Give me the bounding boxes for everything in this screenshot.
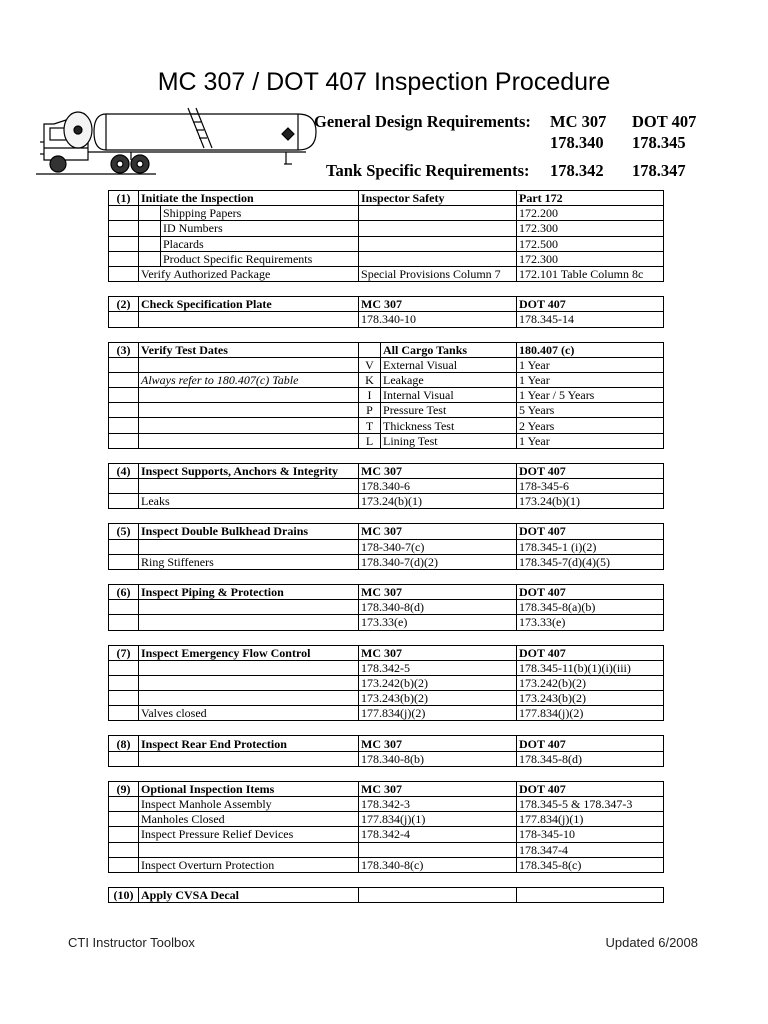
- section-number: (10): [109, 887, 139, 902]
- col2-value: External Visual: [381, 357, 517, 372]
- indent-cell: [139, 206, 161, 221]
- number-cell: [109, 615, 139, 630]
- col2-value: [359, 221, 517, 236]
- tanker-truck-illustration: [36, 102, 336, 182]
- table-row: [109, 812, 664, 827]
- col2-value: 178.342-5: [359, 660, 517, 675]
- section-col2-header: MC 307: [359, 524, 517, 539]
- section-col3-header: DOT 407: [517, 645, 664, 660]
- tank-mc-ref: 178.342: [550, 161, 604, 180]
- number-cell: [109, 660, 139, 675]
- number-cell: [109, 312, 139, 327]
- section-spacer: [109, 872, 664, 887]
- table-row: [109, 691, 664, 706]
- section-header-row: [109, 645, 664, 660]
- section-col3-header: DOT 407: [517, 781, 664, 796]
- number-cell: [109, 600, 139, 615]
- section-header-row: [109, 191, 664, 206]
- test-letter: P: [359, 403, 381, 418]
- general-mc-label: MC 307: [550, 112, 607, 131]
- table-row: [109, 418, 664, 433]
- item-label: [139, 842, 359, 857]
- col2-value: 178.340-6: [359, 479, 517, 494]
- table-row: [109, 675, 664, 690]
- number-cell: [109, 691, 139, 706]
- test-letter: V: [359, 357, 381, 372]
- tank-specific-label: Tank Specific Requirements:: [326, 161, 530, 180]
- test-letter: I: [359, 388, 381, 403]
- section-col2-header: [359, 887, 517, 902]
- col2-value: 173.33(e): [359, 615, 517, 630]
- section-title: Inspect Rear End Protection: [139, 736, 359, 751]
- col3-value: 172.200: [517, 206, 664, 221]
- indent-cell: [139, 251, 161, 266]
- col2-value: [359, 842, 517, 857]
- item-label: [139, 600, 359, 615]
- table-row: [109, 403, 664, 418]
- section-col3-header: [517, 887, 664, 902]
- section-header-row: [109, 781, 664, 796]
- number-cell: [109, 554, 139, 569]
- table-row: [109, 266, 664, 281]
- section-col2-header: MC 307: [359, 297, 517, 312]
- col3-value: 178.345-1 (i)(2): [517, 539, 664, 554]
- col3-value: 173.24(b)(1): [517, 494, 664, 509]
- col3-value: 1 Year / 5 Years: [517, 388, 664, 403]
- number-cell: [109, 221, 139, 236]
- section-col3-header: DOT 407: [517, 463, 664, 478]
- col3-value: 1 Year: [517, 433, 664, 448]
- col2-value: Thickness Test: [381, 418, 517, 433]
- section-header-row: [109, 524, 664, 539]
- section-spacer: [109, 721, 664, 736]
- section-number: (2): [109, 297, 139, 312]
- section-title: Inspect Double Bulkhead Drains: [139, 524, 359, 539]
- section-col3-header: DOT 407: [517, 297, 664, 312]
- table-row: [109, 660, 664, 675]
- col2-value: Lining Test: [381, 433, 517, 448]
- number-cell: [109, 675, 139, 690]
- section-title: Inspect Piping & Protection: [139, 584, 359, 599]
- item-label: [139, 691, 359, 706]
- col3-value: 177.834(j)(1): [517, 812, 664, 827]
- col3-value: 178.345-11(b)(1)(i)(iii): [517, 660, 664, 675]
- section-spacer: [109, 448, 664, 463]
- col2-value: 178-340-7(c): [359, 539, 517, 554]
- section-title: Apply CVSA Decal: [139, 887, 359, 902]
- section-col2-header: MC 307: [359, 645, 517, 660]
- col3-value: 1 Year: [517, 357, 664, 372]
- col3-value: 2 Years: [517, 418, 664, 433]
- col3-value: 178.345-5 & 178.347-3: [517, 797, 664, 812]
- number-cell: [109, 357, 139, 372]
- col3-value: 178.345-8(d): [517, 751, 664, 766]
- section-title: Check Specification Plate: [139, 297, 359, 312]
- table-row: [109, 857, 664, 872]
- col3-value: 173.33(e): [517, 615, 664, 630]
- item-label: [139, 357, 359, 372]
- general-design-label: General Design Requirements:: [314, 112, 531, 131]
- general-mc-ref: 178.340: [550, 133, 604, 152]
- col2-value: 177.834(j)(1): [359, 812, 517, 827]
- table-row: [109, 797, 664, 812]
- item-label: [139, 418, 359, 433]
- table-row: [109, 600, 664, 615]
- col2-value: 178.340-8(b): [359, 751, 517, 766]
- section-number: (7): [109, 645, 139, 660]
- section-spacer: [109, 630, 664, 645]
- section-col3-header: Part 172: [517, 191, 664, 206]
- section-number: (8): [109, 736, 139, 751]
- table-row: [109, 479, 664, 494]
- table-row: [109, 827, 664, 842]
- item-label: [139, 539, 359, 554]
- section-col2-header: MC 307: [359, 736, 517, 751]
- item-label: Always refer to 180.407(c) Table: [139, 372, 359, 387]
- footer-left: CTI Instructor Toolbox: [68, 935, 195, 950]
- section-number: (4): [109, 463, 139, 478]
- number-cell: [109, 539, 139, 554]
- letter-cell: [359, 342, 381, 357]
- item-label: Inspect Pressure Relief Devices: [139, 827, 359, 842]
- col3-value: 177.834(j)(2): [517, 706, 664, 721]
- col3-value: 5 Years: [517, 403, 664, 418]
- section-number: (5): [109, 524, 139, 539]
- col3-value: 172.500: [517, 236, 664, 251]
- item-label: [139, 751, 359, 766]
- table-row: [109, 494, 664, 509]
- number-cell: [109, 236, 139, 251]
- tank-dot-ref: 178.347: [632, 161, 686, 180]
- number-cell: [109, 842, 139, 857]
- general-dot-ref: 178.345: [632, 133, 686, 152]
- col3-value: 178.345-8(a)(b): [517, 600, 664, 615]
- col2-value: 178.340-7(d)(2): [359, 554, 517, 569]
- col3-value: 172.300: [517, 221, 664, 236]
- col2-value: Pressure Test: [381, 403, 517, 418]
- table-row: [109, 312, 664, 327]
- number-cell: [109, 797, 139, 812]
- col3-value: 172.300: [517, 251, 664, 266]
- section-header-row: [109, 297, 664, 312]
- table-row: [109, 539, 664, 554]
- section-title: Inspect Emergency Flow Control: [139, 645, 359, 660]
- col2-value: Leakage: [381, 372, 517, 387]
- number-cell: [109, 388, 139, 403]
- number-cell: [109, 494, 139, 509]
- sub-item-label: Placards: [161, 236, 359, 251]
- section-header-row: [109, 463, 664, 478]
- table-row: [109, 388, 664, 403]
- test-letter: L: [359, 433, 381, 448]
- table-row: [109, 206, 664, 221]
- table-row: [109, 357, 664, 372]
- section-spacer: [109, 282, 664, 297]
- section-number: (3): [109, 342, 139, 357]
- col2-value: 178.340-10: [359, 312, 517, 327]
- number-cell: [109, 479, 139, 494]
- section-spacer: [109, 766, 664, 781]
- col2-value: 178.342-4: [359, 827, 517, 842]
- footer-right: Updated 6/2008: [605, 935, 698, 950]
- col2-value: 178.340-8(c): [359, 857, 517, 872]
- section-number: (9): [109, 781, 139, 796]
- inspection-table: [108, 190, 664, 903]
- number-cell: [109, 812, 139, 827]
- table-row: [109, 751, 664, 766]
- col3-value: 173.243(b)(2): [517, 691, 664, 706]
- section-col2-header: MC 307: [359, 584, 517, 599]
- section-spacer: [109, 509, 664, 524]
- table-row: [109, 433, 664, 448]
- item-label: Valves closed: [139, 706, 359, 721]
- item-label: [139, 403, 359, 418]
- section-header-row: [109, 584, 664, 599]
- table-row: [109, 615, 664, 630]
- col3-value: 178-345-10: [517, 827, 664, 842]
- section-title: Optional Inspection Items: [139, 781, 359, 796]
- section-col2-header: All Cargo Tanks: [381, 342, 517, 357]
- section-spacer: [109, 327, 664, 342]
- table-row: [109, 251, 664, 266]
- section-header-row: [109, 342, 664, 357]
- col3-value: 172.101 Table Column 8c: [517, 266, 664, 281]
- col3-value: 178.345-14: [517, 312, 664, 327]
- number-cell: [109, 827, 139, 842]
- item-label: Manholes Closed: [139, 812, 359, 827]
- col2-value: 178.340-8(d): [359, 600, 517, 615]
- item-label: Verify Authorized Package: [139, 266, 359, 281]
- col2-value: 177.834(j)(2): [359, 706, 517, 721]
- col3-value: 178.347-4: [517, 842, 664, 857]
- item-label: [139, 479, 359, 494]
- col2-value: [359, 251, 517, 266]
- indent-cell: [139, 221, 161, 236]
- sub-item-label: Product Specific Requirements: [161, 251, 359, 266]
- col3-value: 178-345-6: [517, 479, 664, 494]
- table-row: [109, 372, 664, 387]
- number-cell: [109, 433, 139, 448]
- number-cell: [109, 418, 139, 433]
- sub-item-label: ID Numbers: [161, 221, 359, 236]
- item-label: Inspect Overturn Protection: [139, 857, 359, 872]
- number-cell: [109, 266, 139, 281]
- general-dot-label: DOT 407: [632, 112, 697, 131]
- section-col2-header: Inspector Safety: [359, 191, 517, 206]
- sub-item-label: Shipping Papers: [161, 206, 359, 221]
- test-letter: K: [359, 372, 381, 387]
- table-row: [109, 842, 664, 857]
- table-row: [109, 554, 664, 569]
- item-label: Leaks: [139, 494, 359, 509]
- col2-value: 173.242(b)(2): [359, 675, 517, 690]
- test-letter: T: [359, 418, 381, 433]
- section-col2-header: MC 307: [359, 781, 517, 796]
- item-label: [139, 312, 359, 327]
- table-row: [109, 221, 664, 236]
- section-col3-header: DOT 407: [517, 584, 664, 599]
- number-cell: [109, 206, 139, 221]
- col2-value: [359, 206, 517, 221]
- col2-value: 173.243(b)(2): [359, 691, 517, 706]
- col3-value: 173.242(b)(2): [517, 675, 664, 690]
- section-col3-header: DOT 407: [517, 736, 664, 751]
- item-label: Ring Stiffeners: [139, 554, 359, 569]
- section-spacer: [109, 569, 664, 584]
- section-header-row: [109, 887, 664, 902]
- number-cell: [109, 751, 139, 766]
- section-col3-header: DOT 407: [517, 524, 664, 539]
- item-label: [139, 388, 359, 403]
- col3-value: 178.345-7(d)(4)(5): [517, 554, 664, 569]
- number-cell: [109, 251, 139, 266]
- col2-value: 173.24(b)(1): [359, 494, 517, 509]
- col2-value: [359, 236, 517, 251]
- table-row: [109, 236, 664, 251]
- col2-value: Internal Visual: [381, 388, 517, 403]
- section-col2-header: MC 307: [359, 463, 517, 478]
- item-label: [139, 675, 359, 690]
- number-cell: [109, 706, 139, 721]
- col2-value: Special Provisions Column 7: [359, 266, 517, 281]
- section-header-row: [109, 736, 664, 751]
- col2-value: 178.342-3: [359, 797, 517, 812]
- section-title: Initiate the Inspection: [139, 191, 359, 206]
- number-cell: [109, 403, 139, 418]
- col3-value: 178.345-8(c): [517, 857, 664, 872]
- section-title: Verify Test Dates: [139, 342, 359, 357]
- page-title: MC 307 / DOT 407 Inspection Procedure: [157, 68, 611, 96]
- section-col3-header: 180.407 (c): [517, 342, 664, 357]
- indent-cell: [139, 236, 161, 251]
- section-number: (1): [109, 191, 139, 206]
- section-title: Inspect Supports, Anchors & Integrity: [139, 463, 359, 478]
- number-cell: [109, 372, 139, 387]
- item-label: [139, 433, 359, 448]
- section-number: (6): [109, 584, 139, 599]
- item-label: [139, 615, 359, 630]
- item-label: [139, 660, 359, 675]
- number-cell: [109, 857, 139, 872]
- col3-value: 1 Year: [517, 372, 664, 387]
- item-label: Inspect Manhole Assembly: [139, 797, 359, 812]
- table-row: [109, 706, 664, 721]
